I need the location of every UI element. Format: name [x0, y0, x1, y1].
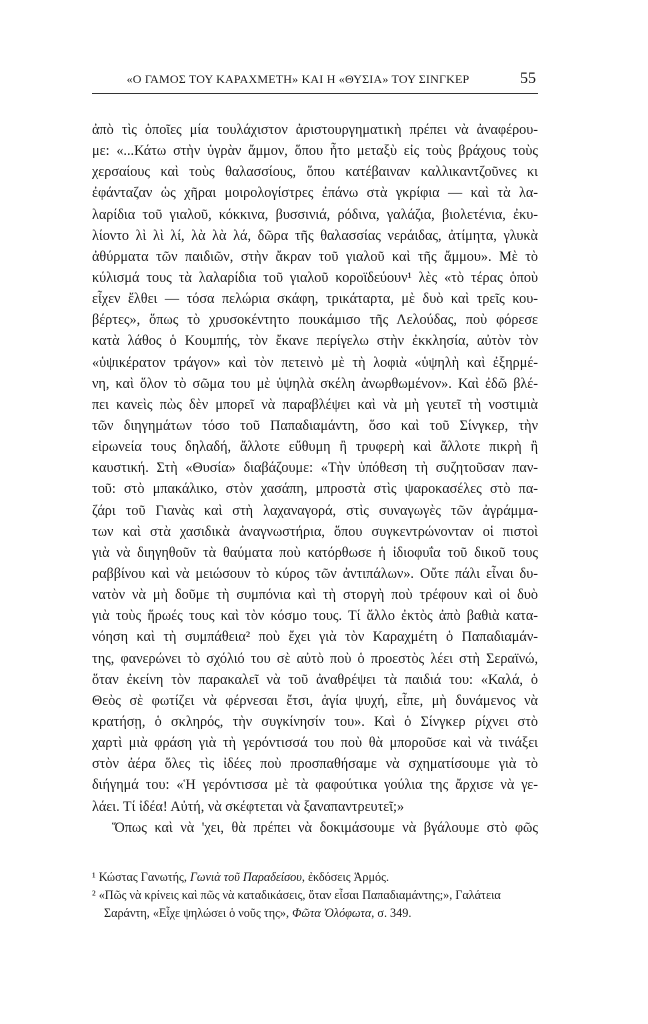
text-line: κύλισμά τους τὰ λαλαρίδια τοῦ γιαλοῦ κοροϊδεύουν¹ λὲς «τὸ τέρας ὁποὺ [92, 269, 538, 286]
text-line: Θεὸς σὲ φωτίζει νὰ φέρνεσαι ἔτσι, ἁγία ψυχή, εἶπε, μὴ δυνάμενος νὰ [92, 692, 538, 709]
text-line: των καὶ στὰ χασιδικὰ ἀναγνωστήρια, ὅπου συγκεντρώνονταν οἱ πιστοὶ [92, 523, 538, 540]
text-line: ἀπὸ τὶς ὁποῖες μία τουλάχιστον ἀριστουργηματικὴ πρέπει νὰ ἀναφέρου- [92, 122, 538, 138]
text-line: εἶχεν ἔλθει — τόσα πελώρια σκάφη, τρικάταρτα, μὲ δυὸ καὶ τρεῖς κου- [92, 291, 538, 308]
footnote-marker: ¹ [92, 870, 96, 884]
text-line: γιὰ νὰ διηγηθοῦν τὰ θαύματα ποὺ κατόρθωσε ἡ ἰδιοφυΐα τοῦ δικοῦ τους [92, 544, 538, 561]
footnote-text: , ἐκδόσεις Ἁρμός. [301, 870, 389, 884]
text-line: στὸν ἀέρα ὅλες τὶς ἰδέες ποὺ προσπαθήσαμε νὰ σχηματίσουμε γιὰ τὸ [92, 756, 538, 773]
header-rule [92, 93, 538, 94]
text-line: ραββίνου καὶ νὰ μειώσουν τὸ κύρος τῶν ἀντιπάλων». Οὔτε πάλι εἶναι δυ- [92, 565, 538, 582]
text-line: ζάρι τοῦ Γιανὰς καὶ στὴ λαχαναγορά, στὶς συναγωγὲς τῶν ἀγράμμα- [92, 502, 538, 519]
footnote-text: , σ. 349. [371, 906, 412, 920]
text-line: ἐφάνταζαν ὡς χῆραι μοιρολογίστρες ἐπάνω στὰ γκρίφια — καὶ τὰ λα- [92, 185, 538, 202]
text-line: νατὸν νὰ μὴ δοῦμε τὴ συμπόνια καὶ τὴ στοργὴ ποὺ τρέφουν καὶ οἱ δυὸ [92, 587, 538, 604]
text-line: «ὑψικέρατον τράγον» καὶ τὸν πετεινὸ μὲ τὴ λοφιὰ «ὑψηλὴ καὶ ἐξηρμέ- [92, 354, 538, 371]
footnote-2-continued [92, 904, 538, 922]
text-line: με: «...Κάτω στὴν ὑγρὰν ἄμμον, ὅπου ἦτο μεταξὺ εἰς τοὺς βράχους τοὺς [92, 143, 538, 160]
text-line: κρατήσῃ, ὁ σκληρός, τὴν συγκίνησίν του». Καὶ ὁ Σίνγκερ ρίχνει στὸ [92, 713, 538, 730]
text-line: της, φανερώνει τὸ σχόλιό του σὲ αὐτὸ ποὺ ὁ προεστὸς λέει στὴ Σεραϊνώ, [92, 650, 538, 667]
text-line: ἀθύρματα τῶν παιδιῶν, στὴν ἄκραν τοῦ γιαλοῦ καὶ τῆς ἄμμου». Μὲ τὸ [92, 248, 538, 265]
running-head [96, 70, 536, 88]
page-number: 55 [520, 70, 536, 87]
body-text [92, 120, 538, 839]
text-line: χερσαίους καὶ τοὺς θαλασσίους, ὅπου κατέβαιναν καλλικαντζοῦνες κι [92, 164, 538, 181]
text-line: διήγημά του: «Ἡ γερόντισσα μὲ τὰ φαφούτικα γούλια της ἄρχισε νὰ γε- [92, 777, 538, 794]
text-line: πει κανεὶς πὼς δὲν μπορεῖ νὰ παραβλέψει καὶ νὰ μὴ γευτεῖ τὴ νοστιμιὰ [92, 396, 538, 413]
footnote-title: Φῶτα Ὀλόφωτα [292, 906, 372, 920]
footnote-text: «Πῶς νὰ κρίνεις καὶ πῶς νὰ καταδικάσεις, ὅταν εἶσαι Παπαδιαμάντης;», Γαλάτεια [98, 888, 501, 902]
text-line: Ὅπως καὶ νὰ 'χει, θὰ πρέπει νὰ δοκιμάσουμε νὰ βγάλουμε στὸ φῶς [112, 819, 538, 836]
text-line: λαρίδια τοῦ γιαλοῦ, κόκκινα, βυσσινιά, ρόδινα, γαλάζια, βιολετένια, ἐκυ- [92, 206, 538, 223]
text-line: κατὰ λάθος ὁ Κουμπής, τὸν ἔκανε περίγελω στὴν ἐκκλησία, αὐτὸν τὸν [92, 333, 538, 350]
text-line: ὅταν ἐκείνη τὸν παρακαλεῖ νὰ τοῦ ἀναθρέψει τὰ παιδιά του: «Καλά, ὁ [92, 671, 538, 688]
text-line: χαρτὶ μιὰ φράση γιὰ τὴ γερόντισσά του ποὺ θὰ μποροῦσε καὶ νὰ τινάξει [92, 735, 538, 752]
text-line: νη, καὶ ὅλον τὸ σῶμα του μὲ ὑψηλὰ σκέλη ἀνωρθωμένον». Καὶ ἐδῶ βλέ- [92, 375, 538, 392]
text-line: τῶν διηγημάτων τόσο τοῦ Παπαδιαμάντη, ὅσο καὶ τοῦ Σίνγκερ, τὴν [92, 417, 538, 434]
footnote-1 [92, 868, 538, 886]
text-line: λίοντο λὶ λὶ λί, λὰ λὰ λά, δῶρα τῆς θαλασσίας νεράιδας, ἀτίμητα, γλυκὰ [92, 227, 538, 244]
text-line: βέρτες», ὅπως τὸ χρυσοκέντητο πουκάμισο τῆς Λελούδας, ποὺ φόρεσε [92, 312, 538, 329]
running-title: «Ο ΓΑΜΟΣ ΤΟΥ ΚΑΡΑΧΜΕΤΗ» ΚΑΙ Η «ΘΥΣΙΑ» ΤΟΥ ΣΙΝΓΚΕΡ [126, 72, 470, 86]
footnote-2 [92, 886, 538, 904]
text-line: νόηση καὶ τὴ συμπάθεια² ποὺ ἔχει γιὰ τὸν Καραχμέτη ὁ Παπαδιαμάν- [92, 629, 538, 646]
text-line: καυστική. Στὴ «Θυσία» διαβάζουμε: «Τὴν ὑπόθεση τὴ συζητοῦσαν παν- [92, 460, 538, 477]
footnote-marker: ² [92, 888, 96, 902]
text-line: τοῦ: στὸ μπακάλικο, στὸν χασάπη, μπροστὰ στὶς ψαροκασέλες στὸ πα- [92, 481, 538, 498]
text-line: εἰρωνεία τους δηλαδή, ἄλλοτε εὔθυμη ἢ τρυφερὴ καὶ ἄλλοτε πικρὴ ἢ [92, 439, 538, 456]
text-line: γιὰ τοὺς ἥρωές τους καὶ τὸν κόσμο τους. Τί ἄλλο ἐκτὸς ἀπὸ βαθιὰ κατα- [92, 608, 538, 625]
footnote-title: Γωνιὰ τοῦ Παραδείσου [189, 870, 302, 884]
text-line: λάει. Τί ἰδέα! Αὐτή, νὰ σκέφτεται νὰ ξαναπαντρευτεῖ;» [92, 798, 405, 815]
footnotes [92, 868, 538, 922]
footnote-text: Κώστας Γανωτής, [98, 870, 190, 884]
footnote-text: Σαράντη, «Εἶχε ψηλώσει ὁ νοῦς της», [104, 906, 293, 920]
